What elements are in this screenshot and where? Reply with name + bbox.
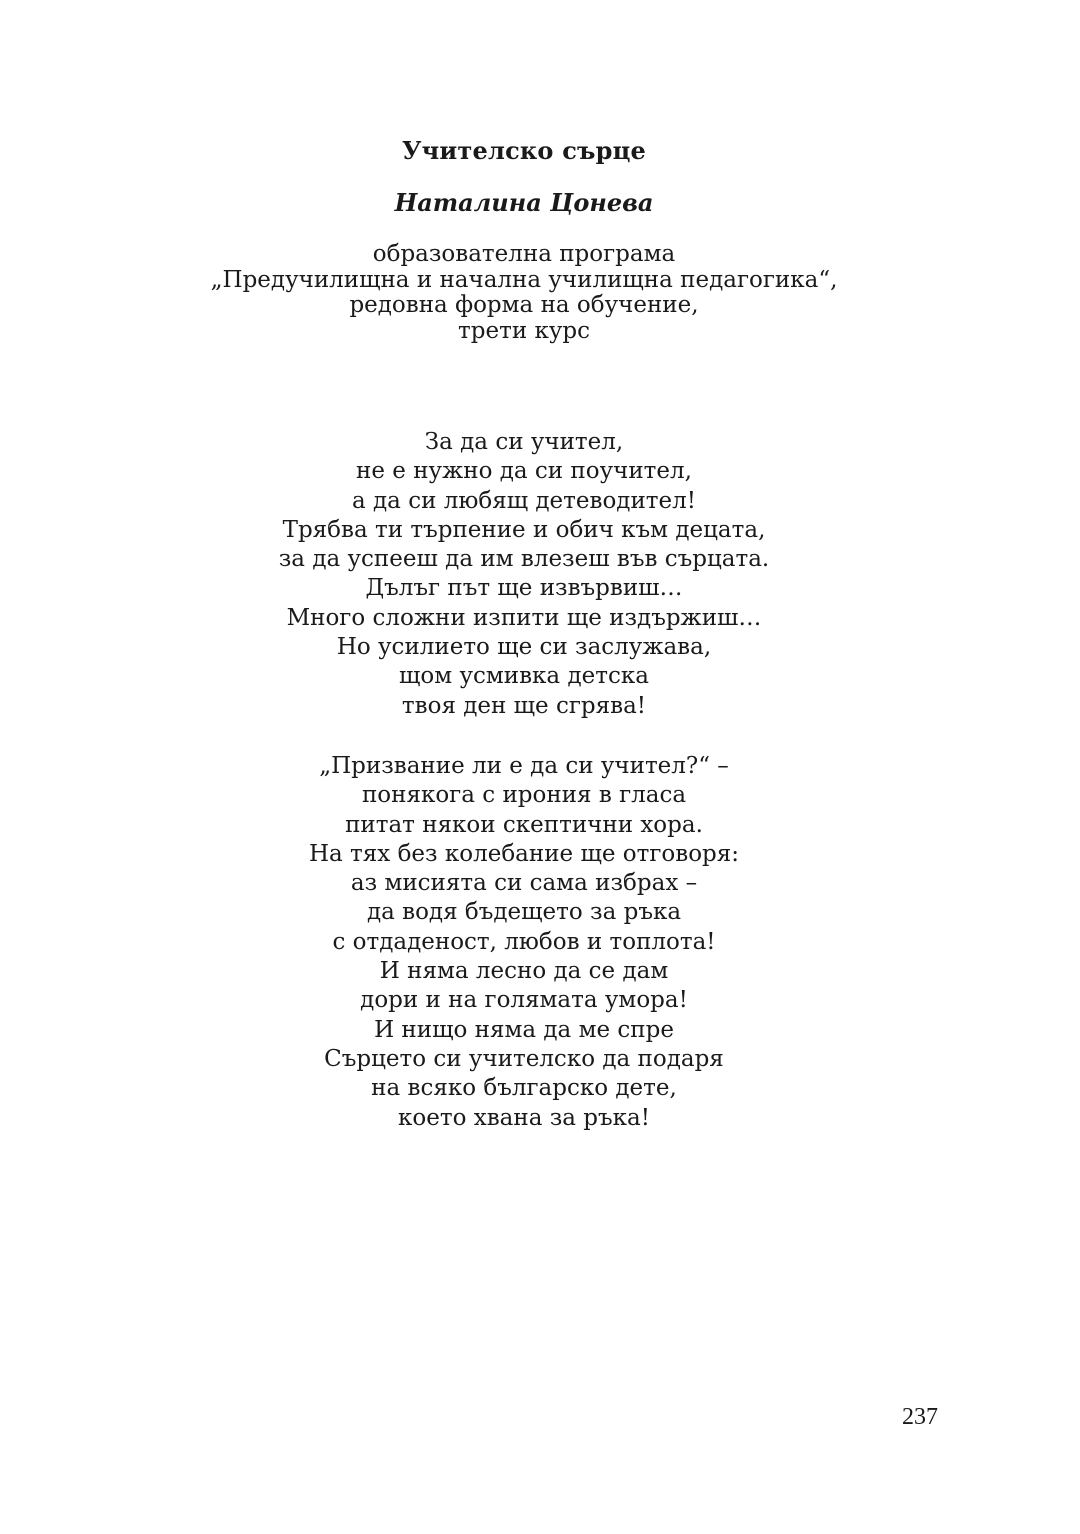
page-number: 237: [902, 1404, 938, 1430]
poem-line: понякога с ирония в гласа: [361, 782, 687, 809]
poem-line: Трябва ти търпение и обич към децата,: [282, 516, 766, 543]
poem-stanza-1: [0, 428, 1048, 721]
poem-line: Сърцето си учителско да подаря: [324, 1045, 724, 1072]
poem-line: дори и на голямата умора!: [360, 987, 688, 1014]
affiliation-line: редовна форма на обучение,: [349, 292, 699, 318]
poem-title: Учителско сърце: [401, 136, 647, 165]
affiliation-line: трети курс: [458, 317, 590, 344]
poem-line: За да си учител,: [424, 429, 624, 455]
poem-line: Дълъг път ще извървиш…: [365, 575, 683, 602]
poem-line: не е нужно да си поучител,: [356, 458, 692, 485]
author-name: Наталина Цонева: [394, 188, 654, 217]
poem-line: а да си любящ детеводител!: [351, 487, 696, 514]
poem-line: за да успееш да им влезеш във сърцата.: [278, 546, 770, 573]
poem-line: И нищо няма да ме спре: [374, 1016, 674, 1043]
affiliation-line: „Предучилищна и начална училищна педагогика“,: [210, 266, 838, 293]
poem-line: аз мисията си сама избрах –: [350, 870, 698, 897]
author-affiliation: [0, 242, 1048, 344]
poem-line: Много сложни изпити ще издържиш…: [286, 604, 762, 631]
poem-stanza-2: [0, 752, 1048, 1133]
poem-line: Но усилието ще си заслужава,: [336, 634, 712, 661]
poem-line: с отдаденост, любов и топлота!: [332, 928, 716, 955]
poem-line: „Призвание ли е да си учител?“ –: [319, 753, 729, 779]
poem-line: твоя ден ще сгрява!: [401, 692, 647, 719]
poem-line: На тях без колебание ще отговоря:: [308, 840, 740, 867]
affiliation-line: образователна програма: [372, 241, 676, 267]
poem-line: на всяко българско дете,: [371, 1075, 677, 1102]
poem-line: което хвана за ръка!: [398, 1104, 650, 1131]
poem-line: И няма лесно да се дам: [379, 958, 669, 985]
poem-line: да водя бъдещето за ръка: [366, 899, 682, 926]
poem-line: щом усмивка детска: [399, 663, 649, 690]
poem-line: питат някои скептични хора.: [345, 811, 703, 838]
